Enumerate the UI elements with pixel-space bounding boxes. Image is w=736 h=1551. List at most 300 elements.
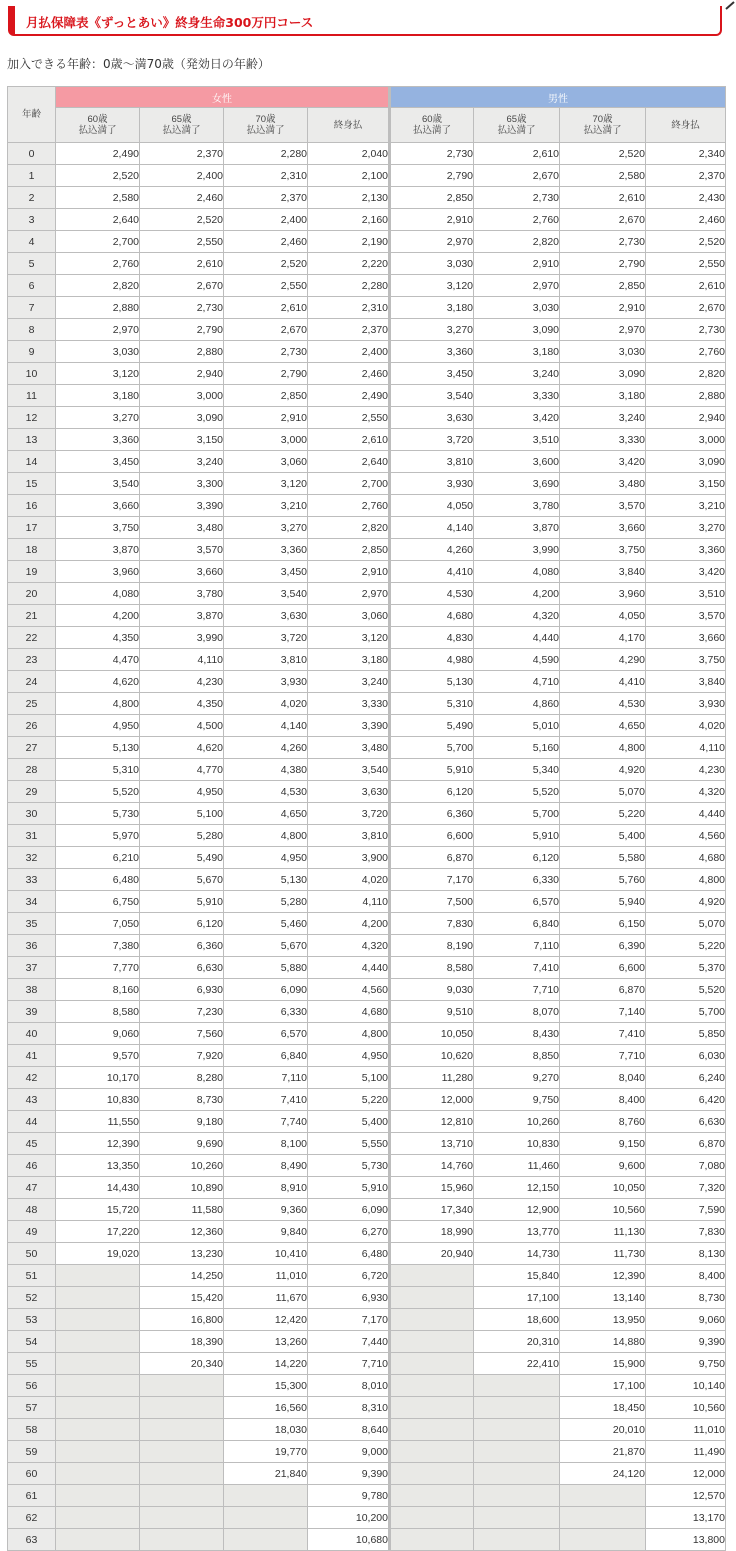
age-cell: 31 [8, 825, 56, 847]
female-premium-cell: 19,020 [56, 1243, 140, 1265]
male-premium-cell: 10,260 [474, 1111, 560, 1133]
female-premium-cell: 5,490 [140, 847, 224, 869]
female-premium-cell: 14,250 [140, 1265, 224, 1287]
female-premium-cell: 4,950 [140, 781, 224, 803]
male-premium-cell: 3,180 [560, 385, 646, 407]
eligibility-note: 加入できる年齢：0歳～満70歳（発効日の年齢） [7, 57, 270, 71]
male-premium-cell: 3,750 [560, 539, 646, 561]
male-premium-cell: 12,390 [560, 1265, 646, 1287]
female-premium-cell: 3,540 [56, 473, 140, 495]
female-premium-cell: 4,950 [56, 715, 140, 737]
table-row [8, 1045, 726, 1067]
male-premium-cell: 18,600 [474, 1309, 560, 1331]
female-premium-cell: 6,930 [308, 1287, 390, 1309]
female-premium-cell: 3,780 [140, 583, 224, 605]
female-premium-cell: 9,360 [224, 1199, 308, 1221]
male-premium-cell: 10,140 [646, 1375, 726, 1397]
male-premium-cell: 2,820 [474, 231, 560, 253]
age-cell: 18 [8, 539, 56, 561]
female-premium-cell: 3,120 [56, 363, 140, 385]
female-premium-cell: 5,130 [56, 737, 140, 759]
female-premium-cell: 5,520 [56, 781, 140, 803]
male-premium-cell: 4,980 [390, 649, 474, 671]
female-premium-cell: 7,710 [308, 1353, 390, 1375]
female-premium-cell: 4,020 [308, 869, 390, 891]
age-cell: 27 [8, 737, 56, 759]
male-premium-cell: 2,610 [560, 187, 646, 209]
male-premium-cell: 9,750 [474, 1089, 560, 1111]
age-cell: 54 [8, 1331, 56, 1353]
female-premium-cell: 4,620 [56, 671, 140, 693]
age-cell: 35 [8, 913, 56, 935]
age-cell: 62 [8, 1507, 56, 1529]
male-premium-cell: 7,710 [560, 1045, 646, 1067]
male-premium-cell: 4,290 [560, 649, 646, 671]
female-premium-cell: 4,440 [308, 957, 390, 979]
male-premium-cell: 5,310 [390, 693, 474, 715]
male-premium-cell: 9,600 [560, 1155, 646, 1177]
female-premium-cell: 2,910 [224, 407, 308, 429]
age-cell: 1 [8, 165, 56, 187]
table-row [8, 825, 726, 847]
male-premium-cell: 3,660 [560, 517, 646, 539]
female-premium-cell: 3,360 [224, 539, 308, 561]
male-premium-cell: 11,010 [646, 1419, 726, 1441]
female-premium-cell: 2,130 [308, 187, 390, 209]
male-premium-cell: 6,330 [474, 869, 560, 891]
female-premium-cell: 5,100 [140, 803, 224, 825]
male-premium-cell [390, 1419, 474, 1441]
table-row [8, 1111, 726, 1133]
male-premium-cell: 8,130 [646, 1243, 726, 1265]
male-premium-cell [390, 1463, 474, 1485]
age-cell: 60 [8, 1463, 56, 1485]
table-row [8, 385, 726, 407]
male-premium-cell: 2,610 [474, 143, 560, 165]
female-premium-cell [56, 1331, 140, 1353]
female-premium-cell: 15,420 [140, 1287, 224, 1309]
table-row [8, 649, 726, 671]
age-cell: 32 [8, 847, 56, 869]
female-premium-cell: 2,220 [308, 253, 390, 275]
male-premium-cell: 5,490 [390, 715, 474, 737]
male-premium-cell: 2,910 [560, 297, 646, 319]
male-premium-cell: 24,120 [560, 1463, 646, 1485]
male-premium-cell: 15,840 [474, 1265, 560, 1287]
age-cell: 12 [8, 407, 56, 429]
male-premium-cell: 6,420 [646, 1089, 726, 1111]
male-premium-cell [390, 1485, 474, 1507]
male-premium-cell: 4,230 [646, 759, 726, 781]
female-premium-cell: 5,730 [308, 1155, 390, 1177]
table-row [8, 979, 726, 1001]
table-row [8, 1287, 726, 1309]
female-premium-cell [140, 1463, 224, 1485]
male-premium-cell: 2,520 [560, 143, 646, 165]
female-premium-cell: 5,280 [224, 891, 308, 913]
table-row [8, 187, 726, 209]
table-row [8, 253, 726, 275]
male-premium-cell: 12,900 [474, 1199, 560, 1221]
female-premium-cell: 6,330 [224, 1001, 308, 1023]
female-premium-cell: 2,550 [308, 407, 390, 429]
male-premium-cell: 5,910 [474, 825, 560, 847]
male-premium-cell: 5,700 [390, 737, 474, 759]
male-premium-cell: 2,970 [474, 275, 560, 297]
male-premium-cell: 13,710 [390, 1133, 474, 1155]
female-premium-cell [56, 1375, 140, 1397]
male-premium-cell: 22,410 [474, 1353, 560, 1375]
male-premium-cell: 3,030 [560, 341, 646, 363]
table-row [8, 143, 726, 165]
female-premium-cell [224, 1507, 308, 1529]
female-premium-cell: 2,670 [224, 319, 308, 341]
female-premium-cell: 2,820 [56, 275, 140, 297]
female-premium-cell: 7,110 [224, 1067, 308, 1089]
male-premium-cell: 3,240 [474, 363, 560, 385]
male-premium-cell: 3,120 [390, 275, 474, 297]
table-row [8, 451, 726, 473]
table-row [8, 1067, 726, 1089]
male-premium-cell: 17,340 [390, 1199, 474, 1221]
table-row [8, 957, 726, 979]
female-premium-cell: 4,620 [140, 737, 224, 759]
table-row [8, 715, 726, 737]
female-premium-cell: 8,490 [224, 1155, 308, 1177]
male-premium-cell: 17,100 [474, 1287, 560, 1309]
male-premium-cell: 2,760 [646, 341, 726, 363]
female-premium-cell: 4,950 [224, 847, 308, 869]
male-premium-cell: 2,790 [390, 165, 474, 187]
plan-header: 70歳 払込満了 [224, 108, 308, 143]
male-premium-cell: 2,730 [560, 231, 646, 253]
female-premium-cell: 4,230 [140, 671, 224, 693]
male-premium-cell: 5,400 [560, 825, 646, 847]
female-premium-cell [56, 1265, 140, 1287]
male-premium-cell: 3,180 [390, 297, 474, 319]
female-premium-cell: 2,280 [224, 143, 308, 165]
female-premium-cell: 8,100 [224, 1133, 308, 1155]
female-premium-cell: 7,560 [140, 1023, 224, 1045]
female-premium-cell: 2,880 [140, 341, 224, 363]
female-premium-cell: 6,360 [140, 935, 224, 957]
female-premium-cell: 3,870 [140, 605, 224, 627]
age-cell: 23 [8, 649, 56, 671]
male-premium-cell: 2,970 [390, 231, 474, 253]
female-premium-cell: 4,650 [224, 803, 308, 825]
premium-table [7, 86, 726, 1551]
age-cell: 47 [8, 1177, 56, 1199]
age-cell: 7 [8, 297, 56, 319]
female-premium-cell: 3,360 [56, 429, 140, 451]
female-premium-cell: 2,490 [56, 143, 140, 165]
table-row [8, 1089, 726, 1111]
female-premium-cell [140, 1419, 224, 1441]
male-premium-cell: 5,340 [474, 759, 560, 781]
male-premium-cell: 3,420 [560, 451, 646, 473]
male-premium-cell [390, 1353, 474, 1375]
male-premium-cell: 3,540 [390, 385, 474, 407]
male-premium-cell: 13,950 [560, 1309, 646, 1331]
male-header: 男性 [390, 87, 726, 108]
female-premium-cell: 2,790 [140, 319, 224, 341]
female-premium-cell: 3,120 [308, 627, 390, 649]
female-premium-cell: 5,730 [56, 803, 140, 825]
male-premium-cell: 3,480 [560, 473, 646, 495]
age-cell: 49 [8, 1221, 56, 1243]
female-premium-cell: 5,550 [308, 1133, 390, 1155]
male-premium-cell: 2,520 [646, 231, 726, 253]
male-premium-cell: 4,260 [390, 539, 474, 561]
male-premium-cell: 2,670 [560, 209, 646, 231]
male-premium-cell: 10,560 [646, 1397, 726, 1419]
male-premium-cell: 4,800 [646, 869, 726, 891]
plan-header: 60歳 払込満了 [56, 108, 140, 143]
age-cell: 11 [8, 385, 56, 407]
male-premium-cell [474, 1441, 560, 1463]
male-premium-cell: 3,780 [474, 495, 560, 517]
male-premium-cell: 12,000 [390, 1089, 474, 1111]
male-premium-cell: 4,860 [474, 693, 560, 715]
male-premium-cell: 5,520 [646, 979, 726, 1001]
female-premium-cell: 2,820 [308, 517, 390, 539]
female-premium-cell: 21,840 [224, 1463, 308, 1485]
male-premium-cell: 7,080 [646, 1155, 726, 1177]
male-premium-cell [390, 1265, 474, 1287]
male-premium-cell [474, 1375, 560, 1397]
table-row [8, 1199, 726, 1221]
female-premium-cell: 3,960 [56, 561, 140, 583]
male-premium-cell: 5,070 [646, 913, 726, 935]
male-premium-cell: 3,960 [560, 583, 646, 605]
table-row [8, 297, 726, 319]
female-premium-cell: 2,880 [56, 297, 140, 319]
male-premium-cell [560, 1529, 646, 1551]
table-row [8, 935, 726, 957]
male-premium-cell: 9,030 [390, 979, 474, 1001]
female-premium-cell [140, 1441, 224, 1463]
female-premium-cell: 20,340 [140, 1353, 224, 1375]
female-premium-cell: 4,080 [56, 583, 140, 605]
female-premium-cell: 7,440 [308, 1331, 390, 1353]
female-premium-cell: 3,630 [224, 605, 308, 627]
female-premium-cell: 3,000 [224, 429, 308, 451]
male-premium-cell: 12,810 [390, 1111, 474, 1133]
table-row [8, 781, 726, 803]
female-premium-cell: 10,680 [308, 1529, 390, 1551]
female-premium-cell [56, 1353, 140, 1375]
male-premium-cell: 5,010 [474, 715, 560, 737]
male-premium-cell: 8,070 [474, 1001, 560, 1023]
chevron-icon [724, 0, 736, 10]
female-premium-cell: 2,610 [224, 297, 308, 319]
table-row [8, 605, 726, 627]
table-row [8, 1353, 726, 1375]
male-premium-cell: 2,610 [646, 275, 726, 297]
table-row [8, 1485, 726, 1507]
male-premium-cell: 3,270 [646, 517, 726, 539]
table-row [8, 1133, 726, 1155]
female-premium-cell: 2,550 [140, 231, 224, 253]
male-premium-cell: 2,460 [646, 209, 726, 231]
female-premium-cell: 3,750 [56, 517, 140, 539]
female-premium-cell: 17,220 [56, 1221, 140, 1243]
female-premium-cell: 2,700 [56, 231, 140, 253]
male-premium-cell: 5,760 [560, 869, 646, 891]
male-premium-cell: 8,400 [646, 1265, 726, 1287]
female-premium-cell: 2,850 [308, 539, 390, 561]
female-premium-cell: 4,470 [56, 649, 140, 671]
female-premium-cell: 3,480 [140, 517, 224, 539]
female-premium-cell: 2,520 [224, 253, 308, 275]
age-cell: 44 [8, 1111, 56, 1133]
male-premium-cell: 13,170 [646, 1507, 726, 1529]
age-cell: 15 [8, 473, 56, 495]
male-premium-cell: 3,180 [474, 341, 560, 363]
male-premium-cell: 2,910 [474, 253, 560, 275]
female-premium-cell [140, 1529, 224, 1551]
age-cell: 46 [8, 1155, 56, 1177]
age-cell: 56 [8, 1375, 56, 1397]
table-row [8, 561, 726, 583]
age-cell: 39 [8, 1001, 56, 1023]
male-premium-cell: 6,390 [560, 935, 646, 957]
male-premium-cell: 20,010 [560, 1419, 646, 1441]
male-premium-cell: 3,930 [390, 473, 474, 495]
male-premium-cell: 6,870 [560, 979, 646, 1001]
table-row [8, 1463, 726, 1485]
table-row [8, 517, 726, 539]
age-cell: 2 [8, 187, 56, 209]
plan-header: 終身払 [308, 108, 390, 143]
male-premium-cell [560, 1485, 646, 1507]
female-premium-cell: 4,800 [56, 693, 140, 715]
male-premium-cell: 7,140 [560, 1001, 646, 1023]
female-premium-cell: 8,280 [140, 1067, 224, 1089]
female-premium-cell: 4,140 [224, 715, 308, 737]
male-premium-cell: 4,920 [646, 891, 726, 913]
male-premium-cell: 8,760 [560, 1111, 646, 1133]
male-premium-cell: 3,510 [474, 429, 560, 451]
male-premium-cell: 2,730 [646, 319, 726, 341]
male-premium-cell: 4,020 [646, 715, 726, 737]
female-premium-cell: 18,390 [140, 1331, 224, 1353]
male-premium-cell: 4,920 [560, 759, 646, 781]
male-premium-cell: 10,620 [390, 1045, 474, 1067]
male-premium-cell: 3,840 [646, 671, 726, 693]
female-premium-cell: 4,800 [224, 825, 308, 847]
male-premium-cell: 3,930 [646, 693, 726, 715]
male-premium-cell: 6,600 [560, 957, 646, 979]
age-cell: 63 [8, 1529, 56, 1551]
male-premium-cell: 7,500 [390, 891, 474, 913]
male-premium-cell: 20,310 [474, 1331, 560, 1353]
table-row [8, 803, 726, 825]
plan-header: 終身払 [646, 108, 726, 143]
male-premium-cell: 4,200 [474, 583, 560, 605]
age-cell: 42 [8, 1067, 56, 1089]
female-premium-cell: 4,260 [224, 737, 308, 759]
male-premium-cell: 2,940 [646, 407, 726, 429]
table-row [8, 1265, 726, 1287]
male-premium-cell: 9,060 [646, 1309, 726, 1331]
age-cell: 53 [8, 1309, 56, 1331]
male-premium-cell: 11,130 [560, 1221, 646, 1243]
female-premium-cell: 3,570 [140, 539, 224, 561]
female-premium-cell: 2,760 [56, 253, 140, 275]
male-premium-cell: 3,090 [474, 319, 560, 341]
table-row [8, 1309, 726, 1331]
male-premium-cell [390, 1309, 474, 1331]
female-premium-cell: 5,280 [140, 825, 224, 847]
female-premium-cell: 4,110 [140, 649, 224, 671]
male-premium-cell: 9,150 [560, 1133, 646, 1155]
male-premium-cell: 6,120 [390, 781, 474, 803]
female-premium-cell: 2,790 [224, 363, 308, 385]
male-premium-cell: 7,410 [474, 957, 560, 979]
female-premium-cell: 13,230 [140, 1243, 224, 1265]
male-premium-cell: 7,410 [560, 1023, 646, 1045]
female-premium-cell: 2,370 [308, 319, 390, 341]
male-premium-cell: 5,220 [560, 803, 646, 825]
female-premium-cell: 19,770 [224, 1441, 308, 1463]
age-cell: 50 [8, 1243, 56, 1265]
age-cell: 5 [8, 253, 56, 275]
female-premium-cell: 5,400 [308, 1111, 390, 1133]
male-premium-cell: 7,170 [390, 869, 474, 891]
male-premium-cell: 5,520 [474, 781, 560, 803]
male-premium-cell: 2,790 [560, 253, 646, 275]
female-premium-cell: 2,370 [224, 187, 308, 209]
male-premium-cell: 3,000 [646, 429, 726, 451]
male-premium-cell: 3,330 [560, 429, 646, 451]
female-premium-cell: 4,680 [308, 1001, 390, 1023]
age-cell: 51 [8, 1265, 56, 1287]
male-premium-cell: 7,830 [646, 1221, 726, 1243]
female-premium-cell: 3,090 [140, 407, 224, 429]
male-premium-cell: 6,600 [390, 825, 474, 847]
male-premium-cell: 5,130 [390, 671, 474, 693]
male-premium-cell: 9,270 [474, 1067, 560, 1089]
female-premium-cell: 3,480 [308, 737, 390, 759]
male-premium-cell: 4,140 [390, 517, 474, 539]
male-premium-cell: 10,050 [560, 1177, 646, 1199]
female-premium-cell: 4,200 [56, 605, 140, 627]
female-premium-cell: 4,200 [308, 913, 390, 935]
male-premium-cell: 3,030 [390, 253, 474, 275]
male-premium-cell: 4,110 [646, 737, 726, 759]
male-premium-cell: 8,430 [474, 1023, 560, 1045]
female-premium-cell: 3,930 [224, 671, 308, 693]
age-cell: 10 [8, 363, 56, 385]
female-premium-cell: 16,800 [140, 1309, 224, 1331]
age-cell: 9 [8, 341, 56, 363]
male-premium-cell [390, 1287, 474, 1309]
female-premium-cell: 4,320 [308, 935, 390, 957]
female-premium-cell: 5,460 [224, 913, 308, 935]
male-premium-cell: 2,550 [646, 253, 726, 275]
male-premium-cell: 13,800 [646, 1529, 726, 1551]
female-premium-cell: 14,430 [56, 1177, 140, 1199]
male-premium-cell: 3,870 [474, 517, 560, 539]
female-premium-cell: 4,770 [140, 759, 224, 781]
female-premium-cell: 6,720 [308, 1265, 390, 1287]
male-premium-cell: 4,830 [390, 627, 474, 649]
female-premium-cell: 10,830 [56, 1089, 140, 1111]
male-premium-cell: 4,530 [560, 693, 646, 715]
age-cell: 26 [8, 715, 56, 737]
male-premium-cell: 3,090 [560, 363, 646, 385]
